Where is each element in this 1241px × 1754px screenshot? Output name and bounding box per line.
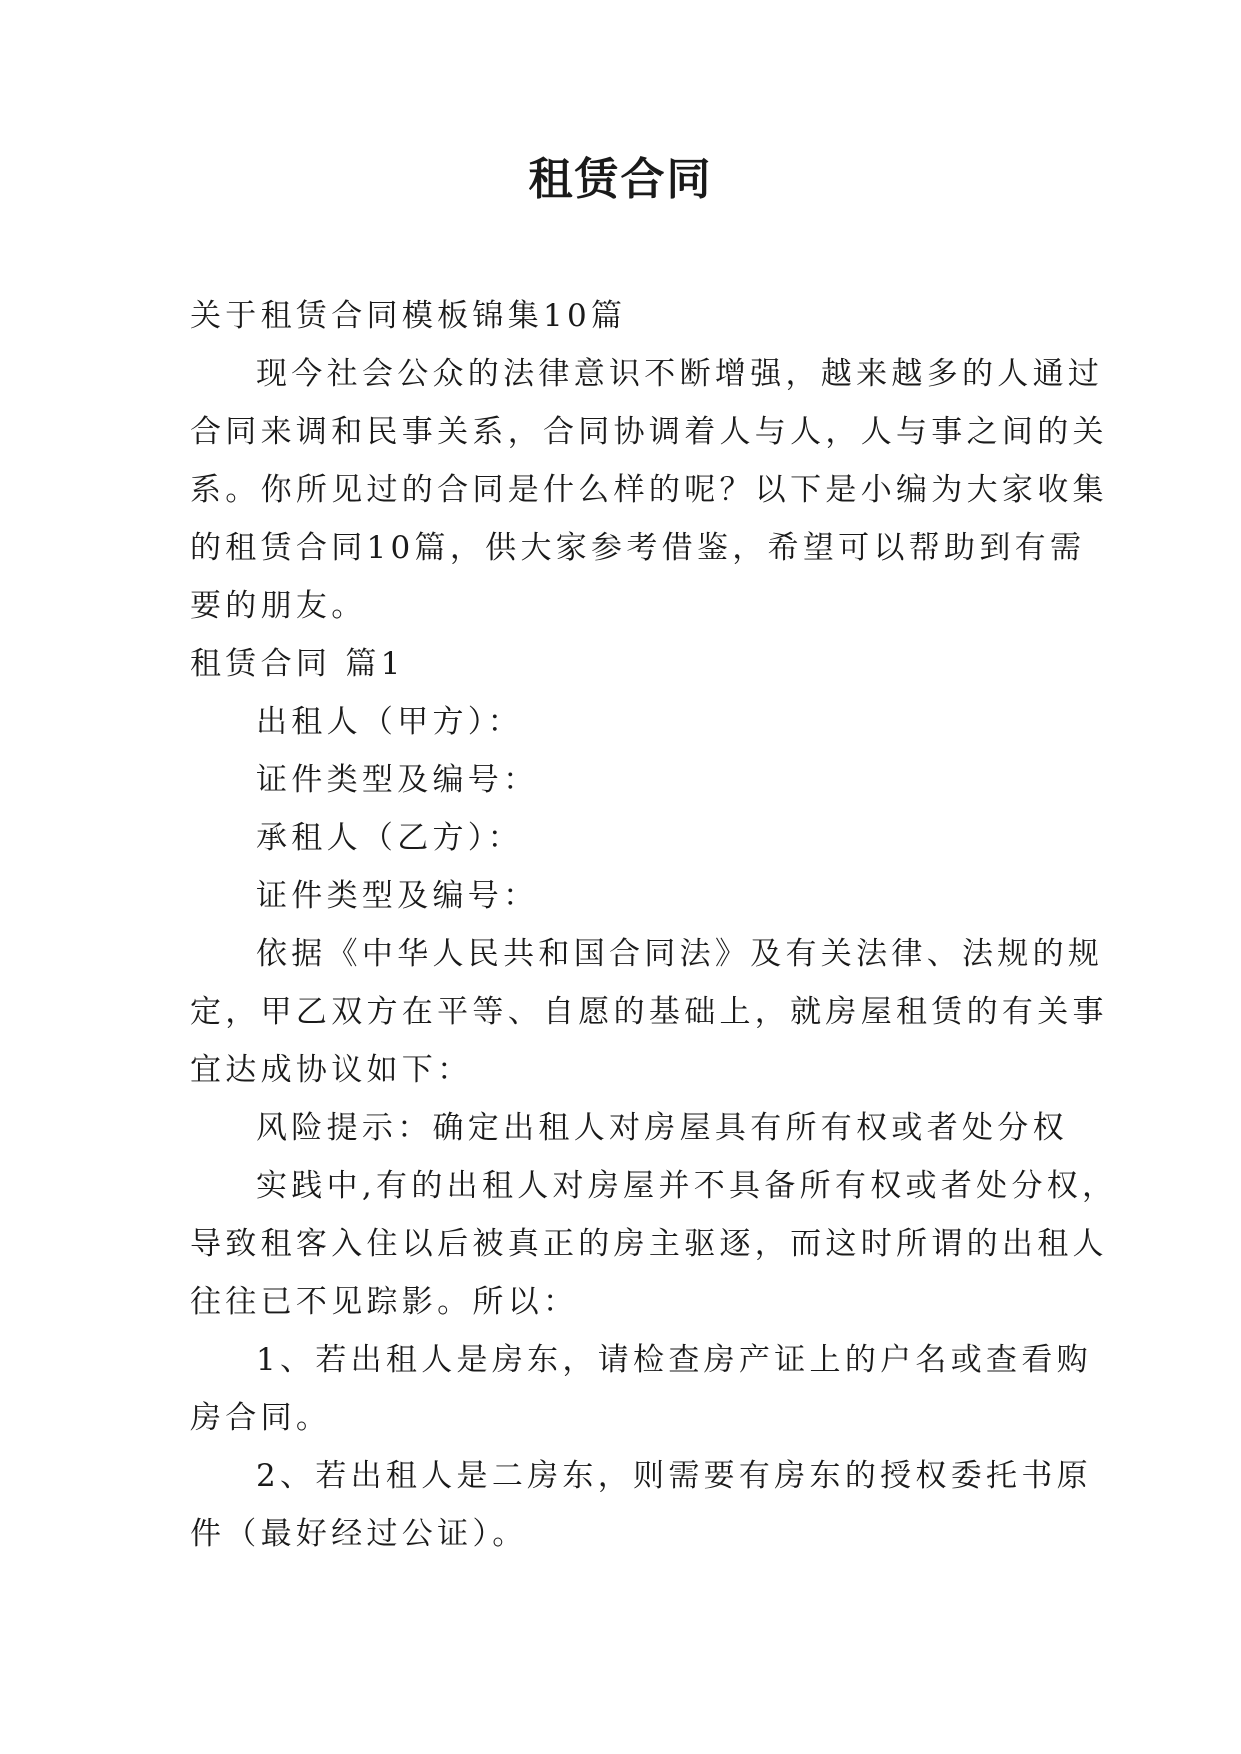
text-line: 导致租客入住以后被真正的房主驱逐，而这时所谓的出租人 (190, 1226, 1108, 1262)
text-line: 的租赁合同10篇，供大家参考借鉴，希望可以帮助到有需 (190, 530, 1086, 566)
text-line: 定，甲乙双方在平等、自愿的基础上，就房屋租赁的有关事 (190, 994, 1108, 1030)
text-line: 证件类型及编号： (256, 878, 539, 914)
text-line: 实践中,有的出租人对房屋并不具备所有权或者处分权， (256, 1168, 1118, 1204)
text-line: 证件类型及编号： (256, 762, 539, 798)
text-line: 出租人（甲方）： (256, 704, 523, 740)
text-line: 要的朋友。 (190, 588, 367, 624)
text-line: 租赁合同 篇1 (190, 646, 405, 682)
text-line: 1、若出租人是房东，请检查房产证上的户名或查看购 (256, 1342, 1092, 1378)
text-line: 现今社会公众的法律意识不断增强，越来越多的人通过 (256, 356, 1104, 392)
text-line: 系。你所见过的合同是什么样的呢？以下是小编为大家收集 (190, 472, 1108, 508)
text-line: 依据《中华人民共和国合同法》及有关法律、法规的规 (256, 936, 1104, 972)
text-line: 承租人（乙方）： (256, 820, 523, 856)
text-line: 合同来调和民事关系，合同协调着人与人，人与事之间的关 (190, 414, 1108, 450)
text-line: 房合同。 (190, 1400, 332, 1436)
text-line: 2、若出租人是二房东，则需要有房东的授权委托书原 (256, 1458, 1092, 1494)
text-line: 宜达成协议如下： (190, 1052, 473, 1088)
text-line: 往往已不见踪影。所以： (190, 1284, 579, 1320)
text-line: 件（最好经过公证）。 (190, 1516, 528, 1552)
text-line: 关于租赁合同模板锦集10篇 (190, 298, 627, 334)
text-line: 风险提示：确定出租人对房屋具有所有权或者处分权 (256, 1110, 1068, 1146)
document-body (190, 287, 1118, 1563)
page-title: 租赁合同 (528, 154, 713, 205)
